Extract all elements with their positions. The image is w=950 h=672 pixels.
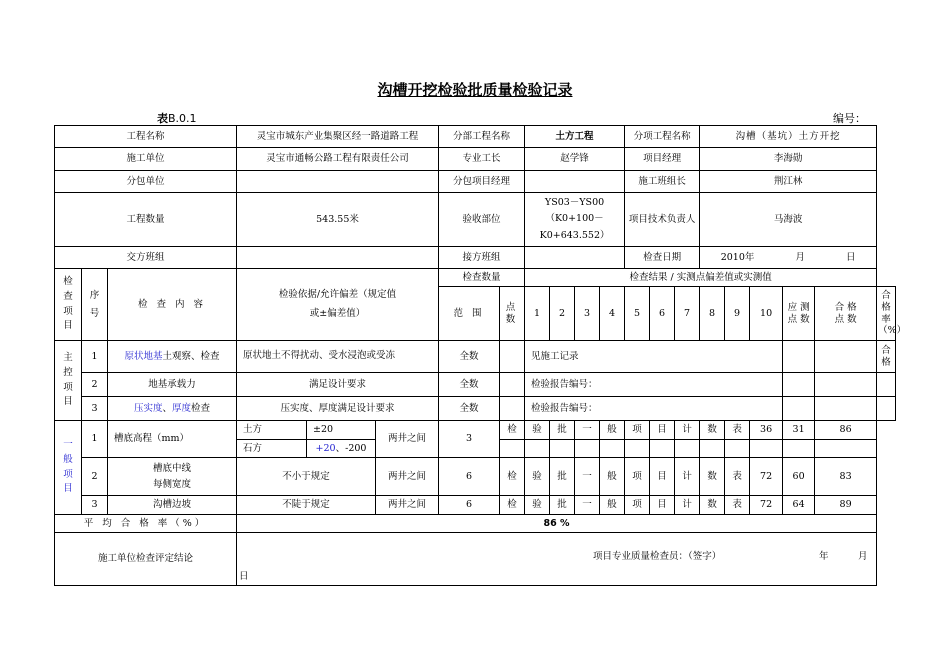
main-item-3-basis: 压实度、厚度满足设计要求 <box>237 397 439 421</box>
pass-points-header <box>815 287 877 341</box>
tech-lead-label: 项目技术负责人 <box>625 193 700 247</box>
general-item-1b-empty-10 <box>725 440 750 458</box>
general-item-2-batch-2: 验 <box>525 458 550 496</box>
pass-rate-line-1: 合格率 <box>881 289 891 325</box>
main-item-1-result: 见施工记录 <box>525 341 783 373</box>
general-item-1-batch-5: 般 <box>600 421 625 440</box>
should-points-header <box>783 287 815 341</box>
main-cat-char-3: 项 <box>63 381 73 393</box>
general-item-row-2 <box>55 458 896 496</box>
main-item-1-content-rest: 土观察、检查 <box>162 350 220 362</box>
quantity-value: 543.55米 <box>237 193 439 247</box>
general-item-3-batch-5: 般 <box>600 496 625 515</box>
general-item-2-points: 6 <box>439 458 500 496</box>
main-item-3-content <box>108 397 237 421</box>
main-item-1-content-blue: 原状地基 <box>124 350 163 362</box>
general-item-1-sub2-value-rest: 、-200 <box>335 442 367 454</box>
main-item-1-content <box>108 341 237 373</box>
sub-project-value: 土方工程 <box>525 126 625 148</box>
item-project-value: 沟槽（基坑）土方开挖 <box>700 126 877 148</box>
main-item-2-range: 全数 <box>439 373 500 397</box>
general-item-2-batch-3: 批 <box>550 458 575 496</box>
general-item-row-3 <box>55 496 896 515</box>
general-item-1b-empty-6 <box>625 440 650 458</box>
quantity-row <box>55 193 896 247</box>
general-item-2-batch-6: 项 <box>625 458 650 496</box>
basis-header-line-2: 或±偏差值） <box>309 307 366 319</box>
general-item-2-no: 2 <box>82 458 108 496</box>
content-header: 检 查 内 容 <box>108 269 237 341</box>
points-header: 点 数 <box>500 287 525 341</box>
general-item-2-batch-7: 目 <box>650 458 675 496</box>
conclusion-label: 施工单位检查评定结论 <box>55 533 237 586</box>
general-item-3-no: 3 <box>82 496 108 515</box>
sub-project-label: 分部工程名称 <box>439 126 525 148</box>
check-date-day: 日 <box>845 251 856 263</box>
general-item-2-should: 72 <box>750 458 783 496</box>
general-item-1b-empty-7 <box>650 440 675 458</box>
result-col-4: 4 <box>600 287 625 341</box>
general-item-2-content-line-2: 每侧宽度 <box>152 478 191 490</box>
main-items-category <box>55 341 82 421</box>
main-item-3-should <box>783 397 815 421</box>
general-item-1b-empty-12 <box>783 440 815 458</box>
general-item-3-batch-2: 验 <box>525 496 550 515</box>
general-cat-char-1: 一 <box>63 439 73 451</box>
general-item-1-batch-10: 表 <box>725 421 750 440</box>
general-item-1-batch-4: 一 <box>575 421 600 440</box>
subcontractor-row <box>55 171 896 193</box>
check-date-month: 月 <box>795 251 805 263</box>
project-row <box>55 126 896 148</box>
pass-points-line-2: 点 数 <box>834 313 857 325</box>
main-item-2-basis: 满足设计要求 <box>237 373 439 397</box>
main-item-2-points <box>500 373 525 397</box>
handover-label: 交方班组 <box>55 247 237 269</box>
main-item-1-range: 全数 <box>439 341 500 373</box>
general-item-1-sub2-value <box>307 440 376 458</box>
general-item-3-pass: 64 <box>783 496 815 515</box>
general-item-3-batch-1: 检 <box>500 496 525 515</box>
main-item-3-rate <box>877 397 896 421</box>
table-code <box>157 110 197 126</box>
general-items-category <box>55 421 82 515</box>
general-item-1-no: 1 <box>82 421 108 458</box>
general-item-2-batch-4: 一 <box>575 458 600 496</box>
general-item-1-pass: 31 <box>783 421 815 440</box>
subcontractor-label: 分包单位 <box>55 171 237 193</box>
no-header <box>82 269 108 341</box>
general-item-2-basis: 不小于规定 <box>237 458 376 496</box>
general-item-3-batch-9: 数 <box>700 496 725 515</box>
main-item-row-2 <box>55 373 896 397</box>
pass-rate-line-2: （%） <box>878 325 907 337</box>
basis-header <box>237 269 439 341</box>
general-item-1-range: 两井之间 <box>376 421 439 458</box>
pass-points-line-1: 合 格 <box>834 301 857 313</box>
main-item-1-points <box>500 341 525 373</box>
general-item-1-batch-6: 项 <box>625 421 650 440</box>
general-item-1b-empty-2 <box>525 440 550 458</box>
general-cat-char-2: 般 <box>63 453 73 465</box>
general-item-1-batch-9: 数 <box>700 421 725 440</box>
check-date-year: 2010年 <box>720 251 755 263</box>
category-header-text: 检查项目 <box>63 276 73 332</box>
general-item-1b-empty-4 <box>575 440 600 458</box>
general-item-2-content-line-1: 槽底中线 <box>152 463 191 475</box>
general-item-1-batch-1: 检 <box>500 421 525 440</box>
project-name-value: 灵宝市城东产业集聚区经一路道路工程 <box>237 126 439 148</box>
average-rate-value: 86 % <box>237 515 877 533</box>
receiver-label: 接方班组 <box>439 247 525 269</box>
main-item-row-1 <box>55 341 896 373</box>
column-header-row-1 <box>55 269 896 287</box>
general-item-1-sub1-value: ±20 <box>307 421 376 440</box>
general-item-1b-empty-13 <box>815 440 877 458</box>
general-item-2-batch-8: 计 <box>675 458 700 496</box>
conclusion-day-label: 日 <box>239 571 249 582</box>
general-item-3-batch-3: 批 <box>550 496 575 515</box>
general-item-1-should: 36 <box>750 421 783 440</box>
general-item-2-batch-10: 表 <box>725 458 750 496</box>
general-item-row-1a <box>55 421 896 440</box>
main-item-1-pass <box>815 341 877 373</box>
basis-header-line-1: 检验依据/允许偏差（规定值 <box>278 289 397 301</box>
general-item-3-batch-4: 一 <box>575 496 600 515</box>
general-item-1b-empty-8 <box>675 440 700 458</box>
main-item-2-pass <box>815 373 877 397</box>
team-leader-value: 荆江林 <box>700 171 877 193</box>
pm-label: 项目经理 <box>625 148 700 171</box>
general-item-2-range: 两井之间 <box>376 458 439 496</box>
general-item-1-batch-3: 批 <box>550 421 575 440</box>
contractor-value: 灵宝市通畅公路工程有限责任公司 <box>237 148 439 171</box>
general-item-1b-empty-9 <box>700 440 725 458</box>
result-col-2: 2 <box>550 287 575 341</box>
conclusion-row <box>55 533 896 586</box>
result-header: 检查结果 / 实测点偏差值或实测值 <box>525 269 877 287</box>
result-col-8: 8 <box>700 287 725 341</box>
receiver-value <box>525 247 625 269</box>
accept-part-line-1: YS03－YS00 <box>544 197 605 209</box>
result-col-6: 6 <box>650 287 675 341</box>
qty-header: 检查数量 <box>439 269 525 287</box>
general-item-1-content: 槽底高程（mm） <box>108 421 237 458</box>
general-item-3-rate: 89 <box>815 496 877 515</box>
general-item-3-batch-8: 计 <box>675 496 700 515</box>
general-item-2-batch-1: 检 <box>500 458 525 496</box>
general-item-1b-empty-1 <box>500 440 525 458</box>
general-item-2-batch-9: 数 <box>700 458 725 496</box>
no-header-text: 序号 <box>89 290 100 319</box>
serial-number-label: 编号： <box>833 112 866 125</box>
general-cat-char-4: 目 <box>63 483 73 495</box>
sub-pm-value <box>525 171 625 193</box>
general-item-3-basis: 不陡于规定 <box>237 496 376 515</box>
main-item-3-content-blue-1: 压实度 <box>133 402 163 414</box>
accept-part-label: 验收部位 <box>439 193 525 247</box>
subcontractor-value <box>237 171 439 193</box>
conclusion-year-label: 年 <box>819 551 829 562</box>
team-leader-label: 施工班组长 <box>625 171 700 193</box>
general-item-3-batch-7: 目 <box>650 496 675 515</box>
quantity-label: 工程数量 <box>55 193 237 247</box>
table-code-value: B.0.1 <box>168 112 197 125</box>
main-item-2-content: 地基承载力 <box>108 373 237 397</box>
general-item-1-batch-8: 计 <box>675 421 700 440</box>
main-item-3-result: 检验报告编号： <box>525 397 783 421</box>
general-item-2-rate: 83 <box>815 458 877 496</box>
document-title: 沟槽开挖检验批质量检验记录 <box>377 81 573 99</box>
pm-value: 李海勋 <box>700 148 877 171</box>
main-item-3-content-sep: 、 <box>162 402 172 414</box>
inspector-signature-label: 项目专业质量检查员：（签字） <box>593 551 722 562</box>
conclusion-month-label: 月 <box>858 551 868 562</box>
main-item-2-no: 2 <box>82 373 108 397</box>
average-rate-label: 平 均 合 格 率（%） <box>55 515 237 533</box>
general-item-2-batch-5: 般 <box>600 458 625 496</box>
main-item-3-points <box>500 397 525 421</box>
main-item-1-no: 1 <box>82 341 108 373</box>
general-item-1-batch-7: 目 <box>650 421 675 440</box>
check-date-value <box>700 247 877 269</box>
general-item-3-should: 72 <box>750 496 783 515</box>
main-cat-char-1: 主 <box>63 352 73 364</box>
main-cat-char-4: 目 <box>63 396 73 408</box>
general-item-3-batch-10: 表 <box>725 496 750 515</box>
general-item-3-range: 两井之间 <box>376 496 439 515</box>
conclusion-area <box>237 533 877 586</box>
main-item-1-basis: 原状地土不得扰动、受水浸泡或受冻 <box>237 341 439 373</box>
general-item-1-sub2-label: 石方 <box>237 440 307 458</box>
result-col-1: 1 <box>525 287 550 341</box>
result-col-5: 5 <box>625 287 650 341</box>
main-item-2-rate <box>877 373 896 397</box>
accept-part-value <box>525 193 625 247</box>
general-item-1b-empty-5 <box>600 440 625 458</box>
table-code-prefix: 表 <box>157 112 168 125</box>
accept-part-line-3: K0+643.552） <box>539 229 610 241</box>
main-item-2-should <box>783 373 815 397</box>
average-rate-row <box>55 515 896 533</box>
general-item-1-batch-2: 验 <box>525 421 550 440</box>
general-item-1b-empty-3 <box>550 440 575 458</box>
inspector-signature-text <box>593 551 721 563</box>
general-item-1-sub1-label: 土方 <box>237 421 307 440</box>
foreman-label: 专业工长 <box>439 148 525 171</box>
handover-row <box>55 247 896 269</box>
project-name-label: 工程名称 <box>55 126 237 148</box>
main-item-1-should <box>783 341 815 373</box>
result-col-9: 9 <box>725 287 750 341</box>
main-cat-char-2: 控 <box>63 366 73 378</box>
sub-pm-label: 分包项目经理 <box>439 171 525 193</box>
general-item-3-batch-6: 项 <box>625 496 650 515</box>
check-date-label: 检查日期 <box>625 247 700 269</box>
accept-part-line-2: （K0+100－ <box>545 213 604 225</box>
general-item-3-points: 6 <box>439 496 500 515</box>
general-item-3-content: 沟槽边坡 <box>108 496 237 515</box>
item-project-label: 分项工程名称 <box>625 126 700 148</box>
general-cat-char-3: 项 <box>63 468 73 480</box>
category-header <box>55 269 82 341</box>
handover-value <box>237 247 439 269</box>
main-item-3-pass <box>815 397 877 421</box>
should-points-line-2: 点 数 <box>787 313 810 325</box>
general-item-1-points: 3 <box>439 421 500 458</box>
main-item-3-content-blue-2: 厚度 <box>172 402 192 414</box>
general-item-2-pass: 60 <box>783 458 815 496</box>
general-item-1-rate: 86 <box>815 421 877 440</box>
range-header: 范 围 <box>439 287 500 341</box>
result-col-7: 7 <box>675 287 700 341</box>
result-col-10: 10 <box>750 287 783 341</box>
general-item-2-content <box>108 458 237 496</box>
inspection-record-table <box>54 125 907 586</box>
main-item-3-range: 全数 <box>439 397 500 421</box>
should-points-line-1: 应 测 <box>787 301 810 313</box>
contractor-row <box>55 148 896 171</box>
main-item-1-rate: 合 格 <box>877 341 896 373</box>
general-item-1b-empty-11 <box>750 440 783 458</box>
general-item-1-sub2-value-blue: +20 <box>315 442 336 454</box>
main-item-3-no: 3 <box>82 397 108 421</box>
result-col-3: 3 <box>575 287 600 341</box>
tech-lead-value: 马海波 <box>700 193 877 247</box>
contractor-label: 施工单位 <box>55 148 237 171</box>
foreman-value: 赵学锋 <box>525 148 625 171</box>
main-item-3-content-rest: 检查 <box>191 402 211 414</box>
pass-rate-header <box>877 287 907 341</box>
main-item-row-3 <box>55 397 896 421</box>
main-item-2-result: 检验报告编号： <box>525 373 783 397</box>
